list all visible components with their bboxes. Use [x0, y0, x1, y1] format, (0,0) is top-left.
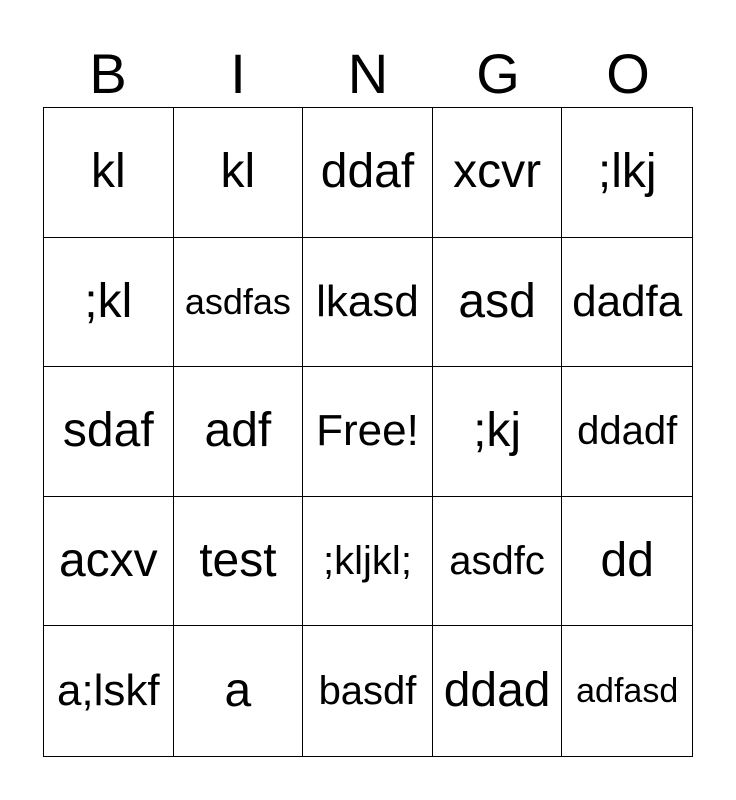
bingo-cell[interactable]: kl	[44, 108, 174, 238]
bingo-cell[interactable]: asdfc	[433, 497, 563, 627]
free-space-cell[interactable]: Free!	[303, 367, 433, 497]
bingo-cell[interactable]: a	[174, 626, 304, 756]
header-letter-n: N	[347, 42, 389, 105]
bingo-cell[interactable]: basdf	[303, 626, 433, 756]
bingo-cell[interactable]: ddaf	[303, 108, 433, 238]
bingo-cell[interactable]: ;kljkl;	[303, 497, 433, 627]
bingo-cell[interactable]: asdfas	[174, 238, 304, 368]
bingo-cell[interactable]: ;kj	[433, 367, 563, 497]
bingo-cell[interactable]: ddad	[433, 626, 563, 756]
bingo-cell[interactable]: a;lskf	[44, 626, 174, 756]
header-letter-o: O	[606, 42, 650, 105]
bingo-cell[interactable]: dd	[562, 497, 692, 627]
bingo-cell[interactable]: xcvr	[433, 108, 563, 238]
header-letter-i: I	[230, 42, 246, 105]
bingo-cell[interactable]: lkasd	[303, 238, 433, 368]
bingo-cell[interactable]: adfasd	[576, 672, 679, 711]
header-letter-g: G	[476, 42, 520, 105]
bingo-header	[43, 42, 693, 106]
bingo-cell[interactable]: adf	[174, 367, 304, 497]
bingo-cell[interactable]: dadfa	[562, 238, 692, 368]
bingo-cell[interactable]: kl	[174, 108, 304, 238]
bingo-cell[interactable]: acxv	[44, 497, 174, 627]
bingo-cell[interactable]: sdaf	[44, 367, 174, 497]
bingo-cell[interactable]: ;kl	[44, 238, 174, 368]
bingo-cell[interactable]: ddadf	[562, 367, 692, 497]
bingo-card	[43, 107, 693, 757]
bingo-cell[interactable]: test	[174, 497, 304, 627]
header-letter-b: B	[89, 42, 127, 105]
bingo-cell[interactable]: asd	[433, 238, 563, 368]
bingo-cell[interactable]: ;lkj	[562, 108, 692, 238]
